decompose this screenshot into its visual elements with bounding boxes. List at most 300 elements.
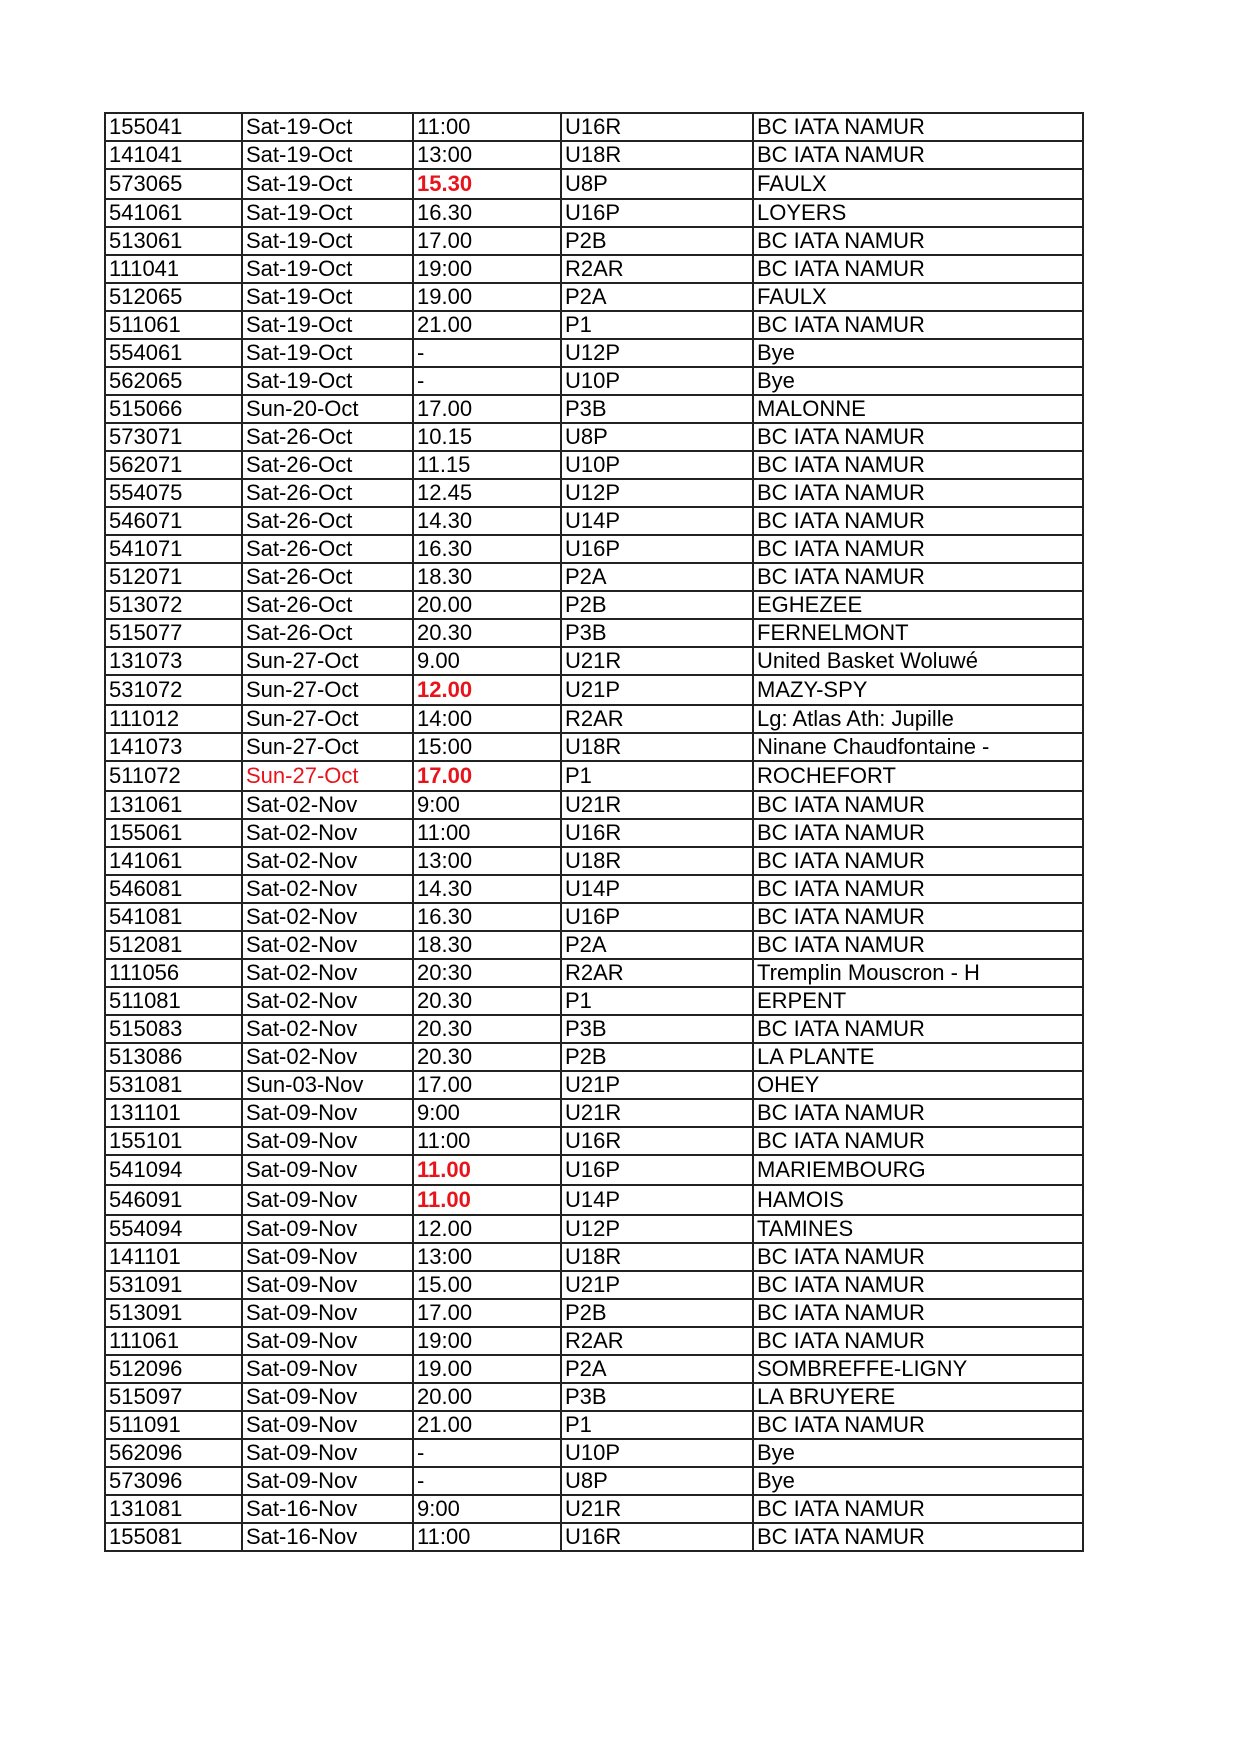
match-category-cell: U18R	[561, 1243, 753, 1271]
match-opponent-cell: HAMOIS	[753, 1185, 1083, 1215]
match-category-cell: P2A	[561, 563, 753, 591]
match-time-cell: 11.00	[413, 1185, 561, 1215]
table-row	[105, 1523, 1083, 1551]
match-opponent-cell: Ninane Chaudfontaine -	[753, 733, 1083, 761]
match-category-cell: U16R	[561, 819, 753, 847]
match-code-cell: 554061	[105, 339, 242, 367]
match-code-cell: 531091	[105, 1271, 242, 1299]
table-row	[105, 819, 1083, 847]
match-time-cell: 16.30	[413, 903, 561, 931]
match-time-cell: -	[413, 339, 561, 367]
match-code-cell: 111041	[105, 255, 242, 283]
match-time-cell: 21.00	[413, 311, 561, 339]
match-category-cell: U10P	[561, 451, 753, 479]
match-opponent-cell: BC IATA NAMUR	[753, 113, 1083, 141]
table-row	[105, 339, 1083, 367]
match-category-cell: P2A	[561, 283, 753, 311]
match-code-cell: 541081	[105, 903, 242, 931]
match-date-cell: Sat-19-Oct	[242, 283, 413, 311]
match-opponent-cell: LA BRUYERE	[753, 1383, 1083, 1411]
match-date-cell: Sat-26-Oct	[242, 507, 413, 535]
match-date-cell: Sat-02-Nov	[242, 931, 413, 959]
match-opponent-cell: BC IATA NAMUR	[753, 1099, 1083, 1127]
table-row	[105, 903, 1083, 931]
match-time-cell: 20.30	[413, 1043, 561, 1071]
match-category-cell: U18R	[561, 733, 753, 761]
match-time-cell: 19.00	[413, 1355, 561, 1383]
match-date-cell: Sat-09-Nov	[242, 1243, 413, 1271]
match-opponent-cell: BC IATA NAMUR	[753, 1243, 1083, 1271]
table-row	[105, 1155, 1083, 1185]
table-row	[105, 255, 1083, 283]
match-opponent-cell: BC IATA NAMUR	[753, 791, 1083, 819]
match-code-cell: 111012	[105, 705, 242, 733]
match-category-cell: U21R	[561, 791, 753, 819]
match-date-cell: Sat-02-Nov	[242, 875, 413, 903]
table-row	[105, 1215, 1083, 1243]
match-time-cell: 17.00	[413, 395, 561, 423]
table-row	[105, 141, 1083, 169]
table-row	[105, 423, 1083, 451]
match-time-cell: 15.30	[413, 169, 561, 199]
match-code-cell: 554094	[105, 1215, 242, 1243]
table-row	[105, 647, 1083, 675]
match-category-cell: P3B	[561, 395, 753, 423]
match-category-cell: P2B	[561, 1299, 753, 1327]
match-code-cell: 541094	[105, 1155, 242, 1185]
match-category-cell: U16P	[561, 199, 753, 227]
match-category-cell: U21P	[561, 1271, 753, 1299]
match-date-cell: Sat-09-Nov	[242, 1099, 413, 1127]
match-code-cell: 131081	[105, 1495, 242, 1523]
match-code-cell: 512081	[105, 931, 242, 959]
match-time-cell: 16.30	[413, 535, 561, 563]
match-category-cell: P1	[561, 311, 753, 339]
match-date-cell: Sat-09-Nov	[242, 1127, 413, 1155]
match-opponent-cell: ROCHEFORT	[753, 761, 1083, 791]
match-code-cell: 512071	[105, 563, 242, 591]
match-opponent-cell: BC IATA NAMUR	[753, 507, 1083, 535]
match-code-cell: 511091	[105, 1411, 242, 1439]
table-row	[105, 311, 1083, 339]
match-code-cell: 562065	[105, 367, 242, 395]
match-date-cell: Sun-27-Oct	[242, 705, 413, 733]
match-category-cell: U14P	[561, 875, 753, 903]
match-date-cell: Sat-02-Nov	[242, 959, 413, 987]
match-code-cell: 546071	[105, 507, 242, 535]
match-opponent-cell: EGHEZEE	[753, 591, 1083, 619]
table-row	[105, 1327, 1083, 1355]
match-time-cell: -	[413, 1439, 561, 1467]
match-opponent-cell: MAZY-SPY	[753, 675, 1083, 705]
match-category-cell: U8P	[561, 1467, 753, 1495]
match-opponent-cell: FAULX	[753, 283, 1083, 311]
match-date-cell: Sun-03-Nov	[242, 1071, 413, 1099]
match-date-cell: Sat-26-Oct	[242, 535, 413, 563]
match-date-cell: Sat-26-Oct	[242, 423, 413, 451]
match-opponent-cell: BC IATA NAMUR	[753, 563, 1083, 591]
match-category-cell: P3B	[561, 619, 753, 647]
match-time-cell: 18.30	[413, 563, 561, 591]
match-opponent-cell: SOMBREFFE-LIGNY	[753, 1355, 1083, 1383]
match-opponent-cell: BC IATA NAMUR	[753, 931, 1083, 959]
match-date-cell: Sat-26-Oct	[242, 563, 413, 591]
match-time-cell: 11:00	[413, 113, 561, 141]
match-time-cell: 17.00	[413, 761, 561, 791]
match-opponent-cell: Bye	[753, 339, 1083, 367]
match-opponent-cell: OHEY	[753, 1071, 1083, 1099]
match-opponent-cell: BC IATA NAMUR	[753, 1495, 1083, 1523]
match-date-cell: Sat-02-Nov	[242, 1015, 413, 1043]
match-time-cell: 19:00	[413, 255, 561, 283]
table-row	[105, 675, 1083, 705]
match-code-cell: 573071	[105, 423, 242, 451]
table-row	[105, 1099, 1083, 1127]
match-time-cell: 11:00	[413, 1127, 561, 1155]
match-time-cell: 12.00	[413, 1215, 561, 1243]
match-time-cell: 20.30	[413, 1015, 561, 1043]
table-row	[105, 931, 1083, 959]
match-code-cell: 515077	[105, 619, 242, 647]
match-opponent-cell: FAULX	[753, 169, 1083, 199]
match-code-cell: 515097	[105, 1383, 242, 1411]
match-opponent-cell: BC IATA NAMUR	[753, 1271, 1083, 1299]
match-time-cell: 11.15	[413, 451, 561, 479]
match-code-cell: 573096	[105, 1467, 242, 1495]
match-category-cell: U18R	[561, 847, 753, 875]
match-category-cell: R2AR	[561, 255, 753, 283]
match-date-cell: Sat-09-Nov	[242, 1155, 413, 1185]
table-row	[105, 367, 1083, 395]
match-opponent-cell: BC IATA NAMUR	[753, 227, 1083, 255]
match-date-cell: Sat-02-Nov	[242, 1043, 413, 1071]
match-code-cell: 512065	[105, 283, 242, 311]
match-opponent-cell: BC IATA NAMUR	[753, 535, 1083, 563]
match-code-cell: 131073	[105, 647, 242, 675]
table-row	[105, 1439, 1083, 1467]
match-category-cell: U21R	[561, 1495, 753, 1523]
table-row	[105, 761, 1083, 791]
match-code-cell: 513091	[105, 1299, 242, 1327]
match-code-cell: 141041	[105, 141, 242, 169]
match-category-cell: R2AR	[561, 1327, 753, 1355]
table-row	[105, 535, 1083, 563]
match-date-cell: Sun-20-Oct	[242, 395, 413, 423]
match-category-cell: U12P	[561, 1215, 753, 1243]
match-code-cell: 562096	[105, 1439, 242, 1467]
match-date-cell: Sat-19-Oct	[242, 255, 413, 283]
match-opponent-cell: BC IATA NAMUR	[753, 819, 1083, 847]
match-time-cell: 15.00	[413, 1271, 561, 1299]
match-date-cell: Sat-26-Oct	[242, 479, 413, 507]
table-row	[105, 169, 1083, 199]
match-date-cell: Sat-09-Nov	[242, 1185, 413, 1215]
match-code-cell: 513072	[105, 591, 242, 619]
match-opponent-cell: BC IATA NAMUR	[753, 1127, 1083, 1155]
match-time-cell: 13:00	[413, 1243, 561, 1271]
match-category-cell: U21R	[561, 647, 753, 675]
match-code-cell: 513061	[105, 227, 242, 255]
match-code-cell: 546091	[105, 1185, 242, 1215]
match-code-cell: 515083	[105, 1015, 242, 1043]
match-time-cell: 12.45	[413, 479, 561, 507]
table-row	[105, 283, 1083, 311]
match-code-cell: 512096	[105, 1355, 242, 1383]
table-row	[105, 847, 1083, 875]
match-category-cell: R2AR	[561, 959, 753, 987]
match-schedule-table	[104, 112, 1084, 1552]
match-opponent-cell: United Basket Woluwé	[753, 647, 1083, 675]
match-opponent-cell: BC IATA NAMUR	[753, 847, 1083, 875]
match-date-cell: Sat-09-Nov	[242, 1411, 413, 1439]
match-date-cell: Sun-27-Oct	[242, 733, 413, 761]
match-date-cell: Sat-09-Nov	[242, 1355, 413, 1383]
match-time-cell: 14.30	[413, 875, 561, 903]
table-row	[105, 619, 1083, 647]
match-category-cell: U16P	[561, 535, 753, 563]
match-time-cell: 18.30	[413, 931, 561, 959]
table-row	[105, 1383, 1083, 1411]
match-date-cell: Sat-09-Nov	[242, 1215, 413, 1243]
match-code-cell: 511072	[105, 761, 242, 791]
match-time-cell: 17.00	[413, 227, 561, 255]
table-row	[105, 563, 1083, 591]
table-row	[105, 733, 1083, 761]
match-time-cell: 11:00	[413, 819, 561, 847]
match-date-cell: Sat-02-Nov	[242, 819, 413, 847]
match-time-cell: 17.00	[413, 1299, 561, 1327]
table-row	[105, 1243, 1083, 1271]
match-opponent-cell: BC IATA NAMUR	[753, 423, 1083, 451]
table-row	[105, 1411, 1083, 1439]
match-time-cell: -	[413, 1467, 561, 1495]
table-row	[105, 1071, 1083, 1099]
match-time-cell: 14.30	[413, 507, 561, 535]
match-category-cell: U16R	[561, 1127, 753, 1155]
match-date-cell: Sat-19-Oct	[242, 367, 413, 395]
match-date-cell: Sat-09-Nov	[242, 1439, 413, 1467]
table-row	[105, 1495, 1083, 1523]
table-row	[105, 591, 1083, 619]
match-code-cell: 541071	[105, 535, 242, 563]
match-time-cell: 20.30	[413, 987, 561, 1015]
match-category-cell: U21R	[561, 1099, 753, 1127]
match-category-cell: U16R	[561, 113, 753, 141]
table-row	[105, 987, 1083, 1015]
match-time-cell: 20:30	[413, 959, 561, 987]
match-date-cell: Sat-02-Nov	[242, 847, 413, 875]
table-row	[105, 113, 1083, 141]
table-row	[105, 1015, 1083, 1043]
match-date-cell: Sat-19-Oct	[242, 199, 413, 227]
match-time-cell: 15:00	[413, 733, 561, 761]
match-code-cell: 155101	[105, 1127, 242, 1155]
match-category-cell: P2B	[561, 227, 753, 255]
match-opponent-cell: BC IATA NAMUR	[753, 1299, 1083, 1327]
match-time-cell: 17.00	[413, 1071, 561, 1099]
match-code-cell: 141073	[105, 733, 242, 761]
match-date-cell: Sat-09-Nov	[242, 1271, 413, 1299]
table-row	[105, 1127, 1083, 1155]
match-date-cell: Sat-09-Nov	[242, 1467, 413, 1495]
match-date-cell: Sat-16-Nov	[242, 1523, 413, 1551]
match-date-cell: Sat-19-Oct	[242, 113, 413, 141]
match-date-cell: Sat-09-Nov	[242, 1299, 413, 1327]
table-row	[105, 1043, 1083, 1071]
match-opponent-cell: BC IATA NAMUR	[753, 875, 1083, 903]
match-date-cell: Sat-19-Oct	[242, 141, 413, 169]
match-category-cell: P3B	[561, 1015, 753, 1043]
match-time-cell: 9:00	[413, 1495, 561, 1523]
match-code-cell: 562071	[105, 451, 242, 479]
match-code-cell: 141101	[105, 1243, 242, 1271]
match-category-cell: P1	[561, 1411, 753, 1439]
match-category-cell: U14P	[561, 507, 753, 535]
match-code-cell: 513086	[105, 1043, 242, 1071]
match-date-cell: Sat-26-Oct	[242, 451, 413, 479]
match-time-cell: 21.00	[413, 1411, 561, 1439]
match-code-cell: 541061	[105, 199, 242, 227]
match-code-cell: 155041	[105, 113, 242, 141]
match-time-cell: -	[413, 367, 561, 395]
match-opponent-cell: BC IATA NAMUR	[753, 255, 1083, 283]
match-category-cell: U16P	[561, 903, 753, 931]
match-category-cell: R2AR	[561, 705, 753, 733]
match-code-cell: 531072	[105, 675, 242, 705]
match-category-cell: P2A	[561, 931, 753, 959]
match-date-cell: Sun-27-Oct	[242, 675, 413, 705]
match-time-cell: 11.00	[413, 1155, 561, 1185]
match-opponent-cell: MARIEMBOURG	[753, 1155, 1083, 1185]
match-time-cell: 20.30	[413, 619, 561, 647]
match-time-cell: 9:00	[413, 791, 561, 819]
match-opponent-cell: TAMINES	[753, 1215, 1083, 1243]
match-category-cell: U12P	[561, 339, 753, 367]
match-category-cell: U14P	[561, 1185, 753, 1215]
match-code-cell: 511081	[105, 987, 242, 1015]
match-category-cell: U10P	[561, 1439, 753, 1467]
match-code-cell: 131101	[105, 1099, 242, 1127]
match-opponent-cell: BC IATA NAMUR	[753, 141, 1083, 169]
match-date-cell: Sun-27-Oct	[242, 647, 413, 675]
match-opponent-cell: LOYERS	[753, 199, 1083, 227]
match-code-cell: 141061	[105, 847, 242, 875]
match-date-cell: Sat-26-Oct	[242, 591, 413, 619]
match-date-cell: Sat-02-Nov	[242, 903, 413, 931]
match-category-cell: U16P	[561, 1155, 753, 1185]
match-schedule-body	[105, 113, 1083, 1551]
match-code-cell: 111061	[105, 1327, 242, 1355]
match-time-cell: 13:00	[413, 141, 561, 169]
match-opponent-cell: Bye	[753, 1439, 1083, 1467]
match-opponent-cell: Bye	[753, 1467, 1083, 1495]
match-code-cell: 531081	[105, 1071, 242, 1099]
match-category-cell: U21P	[561, 1071, 753, 1099]
match-time-cell: 19.00	[413, 283, 561, 311]
match-category-cell: U16R	[561, 1523, 753, 1551]
table-row	[105, 395, 1083, 423]
match-code-cell: 155081	[105, 1523, 242, 1551]
match-date-cell: Sat-19-Oct	[242, 227, 413, 255]
table-row	[105, 227, 1083, 255]
match-opponent-cell: Lg: Atlas Ath: Jupille	[753, 705, 1083, 733]
match-code-cell: 111056	[105, 959, 242, 987]
match-code-cell: 155061	[105, 819, 242, 847]
match-category-cell: U18R	[561, 141, 753, 169]
match-category-cell: P1	[561, 987, 753, 1015]
match-category-cell: U21P	[561, 675, 753, 705]
match-time-cell: 10.15	[413, 423, 561, 451]
match-code-cell: 573065	[105, 169, 242, 199]
match-opponent-cell: ERPENT	[753, 987, 1083, 1015]
match-opponent-cell: FERNELMONT	[753, 619, 1083, 647]
table-row	[105, 479, 1083, 507]
match-category-cell: P2B	[561, 591, 753, 619]
table-row	[105, 1467, 1083, 1495]
match-category-cell: U8P	[561, 169, 753, 199]
match-date-cell: Sun-27-Oct	[242, 761, 413, 791]
match-code-cell: 554075	[105, 479, 242, 507]
match-opponent-cell: BC IATA NAMUR	[753, 311, 1083, 339]
match-category-cell: P3B	[561, 1383, 753, 1411]
match-opponent-cell: BC IATA NAMUR	[753, 1523, 1083, 1551]
match-date-cell: Sat-09-Nov	[242, 1327, 413, 1355]
match-category-cell: P1	[561, 761, 753, 791]
table-row	[105, 199, 1083, 227]
match-date-cell: Sat-02-Nov	[242, 987, 413, 1015]
match-time-cell: 9:00	[413, 1099, 561, 1127]
match-time-cell: 12.00	[413, 675, 561, 705]
match-time-cell: 19:00	[413, 1327, 561, 1355]
match-time-cell: 9.00	[413, 647, 561, 675]
match-opponent-cell: BC IATA NAMUR	[753, 451, 1083, 479]
match-date-cell: Sat-09-Nov	[242, 1383, 413, 1411]
match-opponent-cell: BC IATA NAMUR	[753, 1015, 1083, 1043]
match-opponent-cell: Tremplin Mouscron - H	[753, 959, 1083, 987]
match-date-cell: Sat-19-Oct	[242, 311, 413, 339]
match-time-cell: 14:00	[413, 705, 561, 733]
match-opponent-cell: Bye	[753, 367, 1083, 395]
match-date-cell: Sat-19-Oct	[242, 169, 413, 199]
table-row	[105, 875, 1083, 903]
table-row	[105, 1355, 1083, 1383]
table-row	[105, 1185, 1083, 1215]
table-row	[105, 791, 1083, 819]
table-row	[105, 507, 1083, 535]
match-date-cell: Sat-16-Nov	[242, 1495, 413, 1523]
match-category-cell: P2B	[561, 1043, 753, 1071]
match-time-cell: 13:00	[413, 847, 561, 875]
match-code-cell: 546081	[105, 875, 242, 903]
match-time-cell: 20.00	[413, 1383, 561, 1411]
table-row	[105, 1271, 1083, 1299]
match-date-cell: Sat-19-Oct	[242, 339, 413, 367]
match-time-cell: 11:00	[413, 1523, 561, 1551]
match-opponent-cell: BC IATA NAMUR	[753, 1327, 1083, 1355]
match-time-cell: 20.00	[413, 591, 561, 619]
match-code-cell: 515066	[105, 395, 242, 423]
match-opponent-cell: BC IATA NAMUR	[753, 1411, 1083, 1439]
match-date-cell: Sat-02-Nov	[242, 791, 413, 819]
table-row	[105, 959, 1083, 987]
table-row	[105, 705, 1083, 733]
match-date-cell: Sat-26-Oct	[242, 619, 413, 647]
match-category-cell: U10P	[561, 367, 753, 395]
match-opponent-cell: BC IATA NAMUR	[753, 903, 1083, 931]
table-row	[105, 451, 1083, 479]
table-row	[105, 1299, 1083, 1327]
match-category-cell: P2A	[561, 1355, 753, 1383]
